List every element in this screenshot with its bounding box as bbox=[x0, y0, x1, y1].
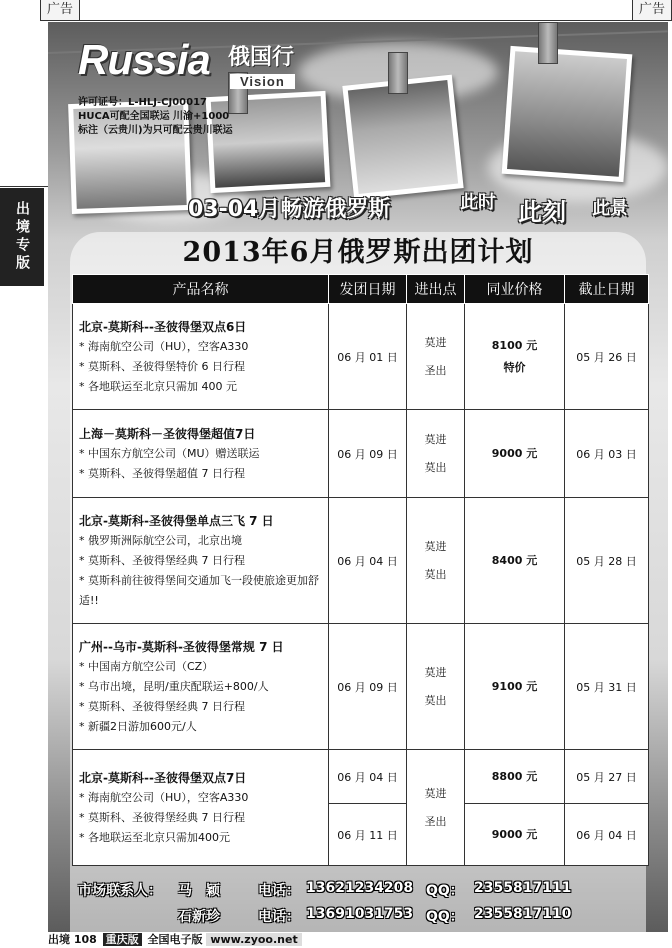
price: 8400 元 bbox=[491, 553, 538, 567]
phone-number: 13621234208 bbox=[306, 880, 414, 896]
ad-tag-right: 广告 bbox=[632, 0, 672, 21]
product-cell bbox=[73, 498, 329, 624]
slogan-word: 此景 bbox=[592, 198, 628, 219]
column-header: 发团日期 bbox=[329, 275, 407, 304]
column-header: 同业价格 bbox=[465, 275, 565, 304]
contact-name: 马 颖 bbox=[178, 883, 220, 899]
price: 8100 元 bbox=[491, 338, 538, 352]
slogan-word: 此时 bbox=[460, 192, 496, 213]
contact-label: 市场联系人： bbox=[78, 883, 162, 899]
product-name: 北京-莫斯科-圣彼得堡单点三飞 7 日 bbox=[79, 513, 274, 528]
exit-point: 莫出 bbox=[424, 460, 447, 474]
price: 8800 元 bbox=[465, 750, 565, 804]
price-cell bbox=[465, 304, 565, 410]
price-cell bbox=[465, 410, 565, 498]
license-info bbox=[78, 96, 233, 138]
column-header: 截止日期 bbox=[565, 275, 649, 304]
deadline: 06 月 04 日 bbox=[565, 804, 649, 866]
logo-vision: Vision bbox=[230, 74, 295, 89]
exit-point: 莫出 bbox=[424, 693, 447, 707]
exit-point: 圣出 bbox=[424, 363, 447, 377]
table-row bbox=[73, 750, 649, 804]
tel-label: 电话： bbox=[258, 909, 300, 925]
side-tab: 出境专版 bbox=[0, 188, 44, 286]
product-cell bbox=[73, 304, 329, 410]
exit-point: 莫出 bbox=[424, 567, 447, 581]
footer bbox=[48, 932, 302, 948]
product-detail: * 莫斯科、圣彼得堡经典 7 日行程 bbox=[79, 699, 245, 713]
entry-exit-cell bbox=[407, 410, 465, 498]
phone-number: 13691031753 bbox=[306, 906, 414, 922]
product-detail: * 莫斯科、圣彼得堡经典 7 日行程 bbox=[79, 553, 245, 567]
departure-date: 06 月 04 日 bbox=[329, 750, 407, 804]
magazine-edition: 重庆版 bbox=[103, 933, 142, 946]
price: 9100 元 bbox=[491, 679, 538, 693]
table-row bbox=[73, 304, 649, 410]
page-title: 2013年6月俄罗斯出团计划 bbox=[182, 237, 534, 268]
product-cell bbox=[73, 750, 329, 866]
column-header: 进出点 bbox=[407, 275, 465, 304]
qq-number: 2355817111 bbox=[474, 880, 572, 896]
clothes-pin bbox=[538, 22, 558, 64]
photo-st-basil bbox=[502, 46, 633, 182]
product-name: 北京-莫斯科--圣彼得堡双点6日 bbox=[79, 319, 247, 334]
table-header-row bbox=[73, 275, 649, 304]
entry-point: 莫进 bbox=[424, 665, 447, 679]
entry-point: 莫进 bbox=[424, 539, 447, 553]
price-note: 特价 bbox=[503, 360, 526, 374]
edition-label: 全国电子版 bbox=[147, 933, 203, 946]
departure-date: 06 月 09 日 bbox=[329, 624, 407, 750]
slogan bbox=[188, 188, 668, 228]
page-number: 出境 108 bbox=[48, 933, 97, 946]
entry-exit-cell bbox=[407, 624, 465, 750]
product-detail: * 海南航空公司（HU），空客A330 bbox=[79, 339, 249, 353]
product-name: 上海－莫斯科－圣彼得堡超值7日 bbox=[79, 426, 256, 441]
product-cell bbox=[73, 624, 329, 750]
product-detail: * 莫斯科、圣彼得堡超值 7 日行程 bbox=[79, 466, 245, 480]
contact-name: 石新珍 bbox=[178, 909, 220, 925]
product-detail: * 俄罗斯洲际航空公司，北京出境 bbox=[79, 533, 242, 547]
license-line: HUCA可配全国联运 川渝+1000 bbox=[78, 111, 230, 122]
license-line: 标注（云贵川)为只可配云贵川联运 bbox=[78, 125, 233, 136]
entry-exit-cell bbox=[407, 498, 465, 624]
deadline: 06 月 03 日 bbox=[565, 410, 649, 498]
product-detail: * 新疆2日游加600元/人 bbox=[79, 719, 197, 733]
table-row bbox=[73, 498, 649, 624]
entry-point: 莫进 bbox=[424, 786, 447, 800]
product-detail: * 海南航空公司（HU），空客A330 bbox=[79, 790, 249, 804]
tour-plan-table bbox=[72, 274, 649, 866]
deadline: 05 月 26 日 bbox=[565, 304, 649, 410]
deadline: 05 月 28 日 bbox=[565, 498, 649, 624]
product-cell bbox=[73, 410, 329, 498]
logo-russia: Russia bbox=[78, 36, 210, 83]
exit-point: 圣出 bbox=[424, 814, 447, 828]
product-detail: * 乌市出境，昆明/重庆配联运+800/人 bbox=[79, 679, 269, 693]
product-name: 北京-莫斯科--圣彼得堡双点7日 bbox=[79, 770, 247, 785]
logo bbox=[78, 36, 300, 98]
contact-block bbox=[78, 876, 658, 928]
column-header: 产品名称 bbox=[73, 275, 329, 304]
side-rule bbox=[0, 186, 48, 187]
qq-label: QQ： bbox=[426, 883, 464, 899]
clothes-pin bbox=[388, 52, 408, 94]
departure-date: 06 月 04 日 bbox=[329, 498, 407, 624]
product-detail: * 莫斯科前往彼得堡间交通加飞一段使旅途更加舒适!! bbox=[79, 573, 319, 607]
license-line: 许可证号：L-HLJ-CJ00017 bbox=[78, 97, 207, 108]
website-link[interactable]: www.zyoo.net bbox=[206, 933, 301, 946]
entry-point: 莫进 bbox=[424, 335, 447, 349]
ad-page bbox=[48, 22, 668, 932]
product-detail: * 莫斯科、圣彼得堡特价 6 日行程 bbox=[79, 359, 245, 373]
slogan-word: 此刻 bbox=[518, 198, 566, 226]
table-row bbox=[73, 624, 649, 750]
price: 9000 元 bbox=[465, 804, 565, 866]
price: 9000 元 bbox=[491, 446, 538, 460]
slogan-main: 03-04月畅游俄罗斯 bbox=[188, 197, 391, 222]
contact-row bbox=[78, 876, 658, 902]
product-detail: * 中国南方航空公司（CZ） bbox=[79, 659, 214, 673]
price-cell bbox=[465, 624, 565, 750]
product-detail: * 中国东方航空公司（MU）赠送联运 bbox=[79, 446, 260, 460]
entry-exit-cell bbox=[407, 304, 465, 410]
departure-date: 06 月 01 日 bbox=[329, 304, 407, 410]
entry-exit-cell bbox=[407, 750, 465, 866]
qq-label: QQ： bbox=[426, 909, 464, 925]
product-detail: * 各地联运至北京只需加 400 元 bbox=[79, 379, 237, 393]
entry-point: 莫进 bbox=[424, 432, 447, 446]
table-row bbox=[73, 410, 649, 498]
qq-number: 2355817110 bbox=[474, 906, 572, 922]
product-detail: * 各地联运至北京只需加400元 bbox=[79, 830, 230, 844]
departure-date: 06 月 11 日 bbox=[329, 804, 407, 866]
price-cell bbox=[465, 498, 565, 624]
departure-date: 06 月 09 日 bbox=[329, 410, 407, 498]
product-detail: * 莫斯科、圣彼得堡经典 7 日行程 bbox=[79, 810, 245, 824]
tel-label: 电话： bbox=[258, 883, 300, 899]
product-name: 广州--乌市-莫斯科-圣彼得堡常规 7 日 bbox=[79, 639, 284, 654]
deadline: 05 月 31 日 bbox=[565, 624, 649, 750]
deadline: 05 月 27 日 bbox=[565, 750, 649, 804]
top-rule bbox=[40, 20, 672, 21]
ad-tag-left: 广告 bbox=[40, 0, 80, 21]
contact-row bbox=[78, 902, 658, 928]
logo-chinese: 俄国行 bbox=[228, 45, 295, 70]
